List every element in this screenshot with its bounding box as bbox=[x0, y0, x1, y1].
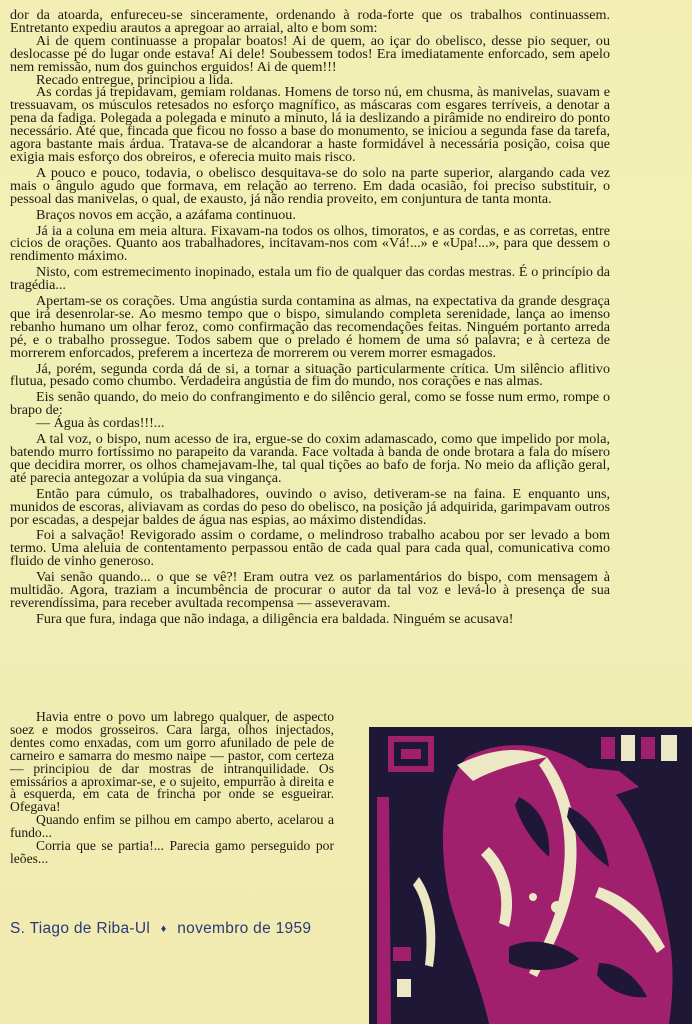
paragraph: Então para cúmulo, os trabalhadores, ouvindo o aviso, detiveram-se na faina. E enquanto uns, munidos de escoras, aliviavam as cordas do peso do obelisco, na posição já adquirida, garimpavam outros por escadas, a despejar baldes de água nas espias, ao máximo distendidas. bbox=[10, 485, 610, 528]
article-body bbox=[10, 9, 610, 626]
paragraph: dor da atoarda, enfureceu-se sinceramente, ordenando à roda-forte que os trabalhos continuassem. Entretanto expediu arautos a apregoar ao arraial, alto e bom som: bbox=[10, 7, 610, 36]
paragraph: A tal voz, o bispo, num acesso de ira, ergue-se do coxim adamascado, como que impelido por mola, batendo murro fortíssimo no parapeito da varanda. Face voltada à banda de onde brotara a fala do mísero que decidira morrer, os olhos chamejavam-lhe, tal qual tições ao bafo de forja. No meio da aflição geral, até parecia antegozar a volúpia da sua vingança. bbox=[10, 431, 610, 486]
paragraph: Ai de quem continuasse a propalar boatos! Ai de quem, ao içar do obelisco, desse pio sequer, ou deslocasse pé do lugar onde estava! Ai dele! Soubessem todos! Era imediatamente enforcado, sem apelo nem remissão, num dos guinchos erguidos! Ai de quem!!! bbox=[10, 32, 610, 75]
paragraph: Fura que fura, indaga que não indaga, a diligência era baldada. Ninguém se acusava! bbox=[36, 610, 514, 627]
paragraph: Apertam-se os corações. Uma angústia surda contamina as almas, na expectativa da grande desgraça que irá desenrolar-se. Ao mesmo tempo que o bispo, simulando completa serenidade, lança ao imenso rebanho humano um olhar feroz, como confirmação das recomendações feitas. Ninguém portanto arreda pé, e o trabalho prossegue. Todos sabem que o prelado é homem de uma só palavra; e à certeza de morrerem enforcados, preferem a incerteza de morrerem ou verem morrer esmagados. bbox=[10, 293, 610, 361]
paragraph: A pouco e pouco, todavia, o obelisco desquitava-se do solo na parte superior, alargando cada vez mais o ângulo agudo que formava, em relação ao terreno. Em dada ocasião, foi preciso substituir, o pessoal das manivelas, o qual, de exausto, já não rendia proveito, em conjuntura de tanta monta. bbox=[10, 164, 610, 207]
diamond-separator-icon: ♦ bbox=[160, 923, 167, 935]
paragraph: Quando enfim se pilhou em campo aberto, acelarou a fundo... bbox=[10, 812, 334, 841]
paragraph: Eis senão quando, do meio do confrangimento e do silêncio geral, como se fosse num ermo, rompe o brapo de: bbox=[10, 389, 610, 419]
paragraph: — Água às cordas!!!... bbox=[36, 415, 165, 432]
paragraph: Já, porém, segunda corda dá de si, a tornar a situação particularmente crítica. Um silêncio aflitivo flutua, pesado como chumbo. Verdadeira angústia de fim do mundo, nos corações e nas almas. bbox=[10, 360, 610, 390]
paragraph: As cordas já trepidavam, gemiam roldanas. Homens de torso nú, em chusma, às manivelas, suavam e tressuavam, os músculos retesados no esforço magnífico, as máscaras com esgares terríveis, a denotar a pena da fadiga. Polegada a polegada e minuto a minuto, lá ia deslizando a pirâmide no endireiro do ponto necessário. Até que, fincada que ficou no fosso a base do monumento, se iniciou a segunda fase da tarefa, agora bastante mais árdua. Tratava-se de alcandorar a haste formidável à necessária posição, coisa que exigia mais esforço dos obreiros, e oferecia muito mais risco. bbox=[10, 84, 610, 165]
signature-line bbox=[10, 920, 350, 938]
signature-place: S. Tiago de Riba-Ul bbox=[10, 920, 151, 937]
paragraph: Nisto, com estremecimento inopinado, estala um fio de qualquer das cordas mestras. É o princípio da tragédia... bbox=[10, 264, 610, 294]
woodcut-illustration bbox=[369, 727, 692, 1024]
paragraph: Foi a salvação! Revigorado assim o cordame, o melindroso trabalho acabou por ser levado a bom termo. Uma aleluia de contentamento perpassou então de cada qual para cada qual, comunicativa como fluido de vinho generoso. bbox=[10, 527, 610, 570]
paragraph: Braços novos em acção, a azáfama continuou. bbox=[36, 206, 296, 223]
paragraph: Corria que se partia!... Parecia gamo perseguido por leões... bbox=[10, 838, 334, 866]
signature-date: novembro de 1959 bbox=[177, 920, 312, 937]
paragraph: Havia entre o povo um labrego qualquer, de aspecto soez e modos grosseiros. Cara larga, olhos injectados, dentes como enxadas, com um gorro afunilado de pele de carneiro e samarra do mesmo naipe — pastor, com certeza — principiou de dar mostras de intranquilidade. Os emissários a aproximar-se, e o sujeito, empurrão à direita e à esquerda, em cata de frincha por onde se esgueirar. Ofegava! bbox=[10, 709, 334, 815]
article-body-narrow bbox=[10, 711, 334, 866]
paragraph: Vai senão quando... o que se vê?! Eram outra vez os parlamentários do bispo, com mensagem à multidão. Agora, traziam a incumbência de procurar o autor da tal voz e levá-lo à presença de sua reverendíssima, para receber avultada recompensa — asseveravam. bbox=[10, 569, 610, 611]
paragraph: Recado entregue, principiou a lida. bbox=[36, 71, 234, 88]
paragraph: Já ia a coluna em meia altura. Fixavam-na todos os olhos, timoratos, e as cordas, e as corretas, entre cicios de orações. Quanto aos trabalhadores, incitavam-nos com «Vá!...» e «Upa!...», para que dessem o rendimento máximo. bbox=[10, 222, 610, 265]
